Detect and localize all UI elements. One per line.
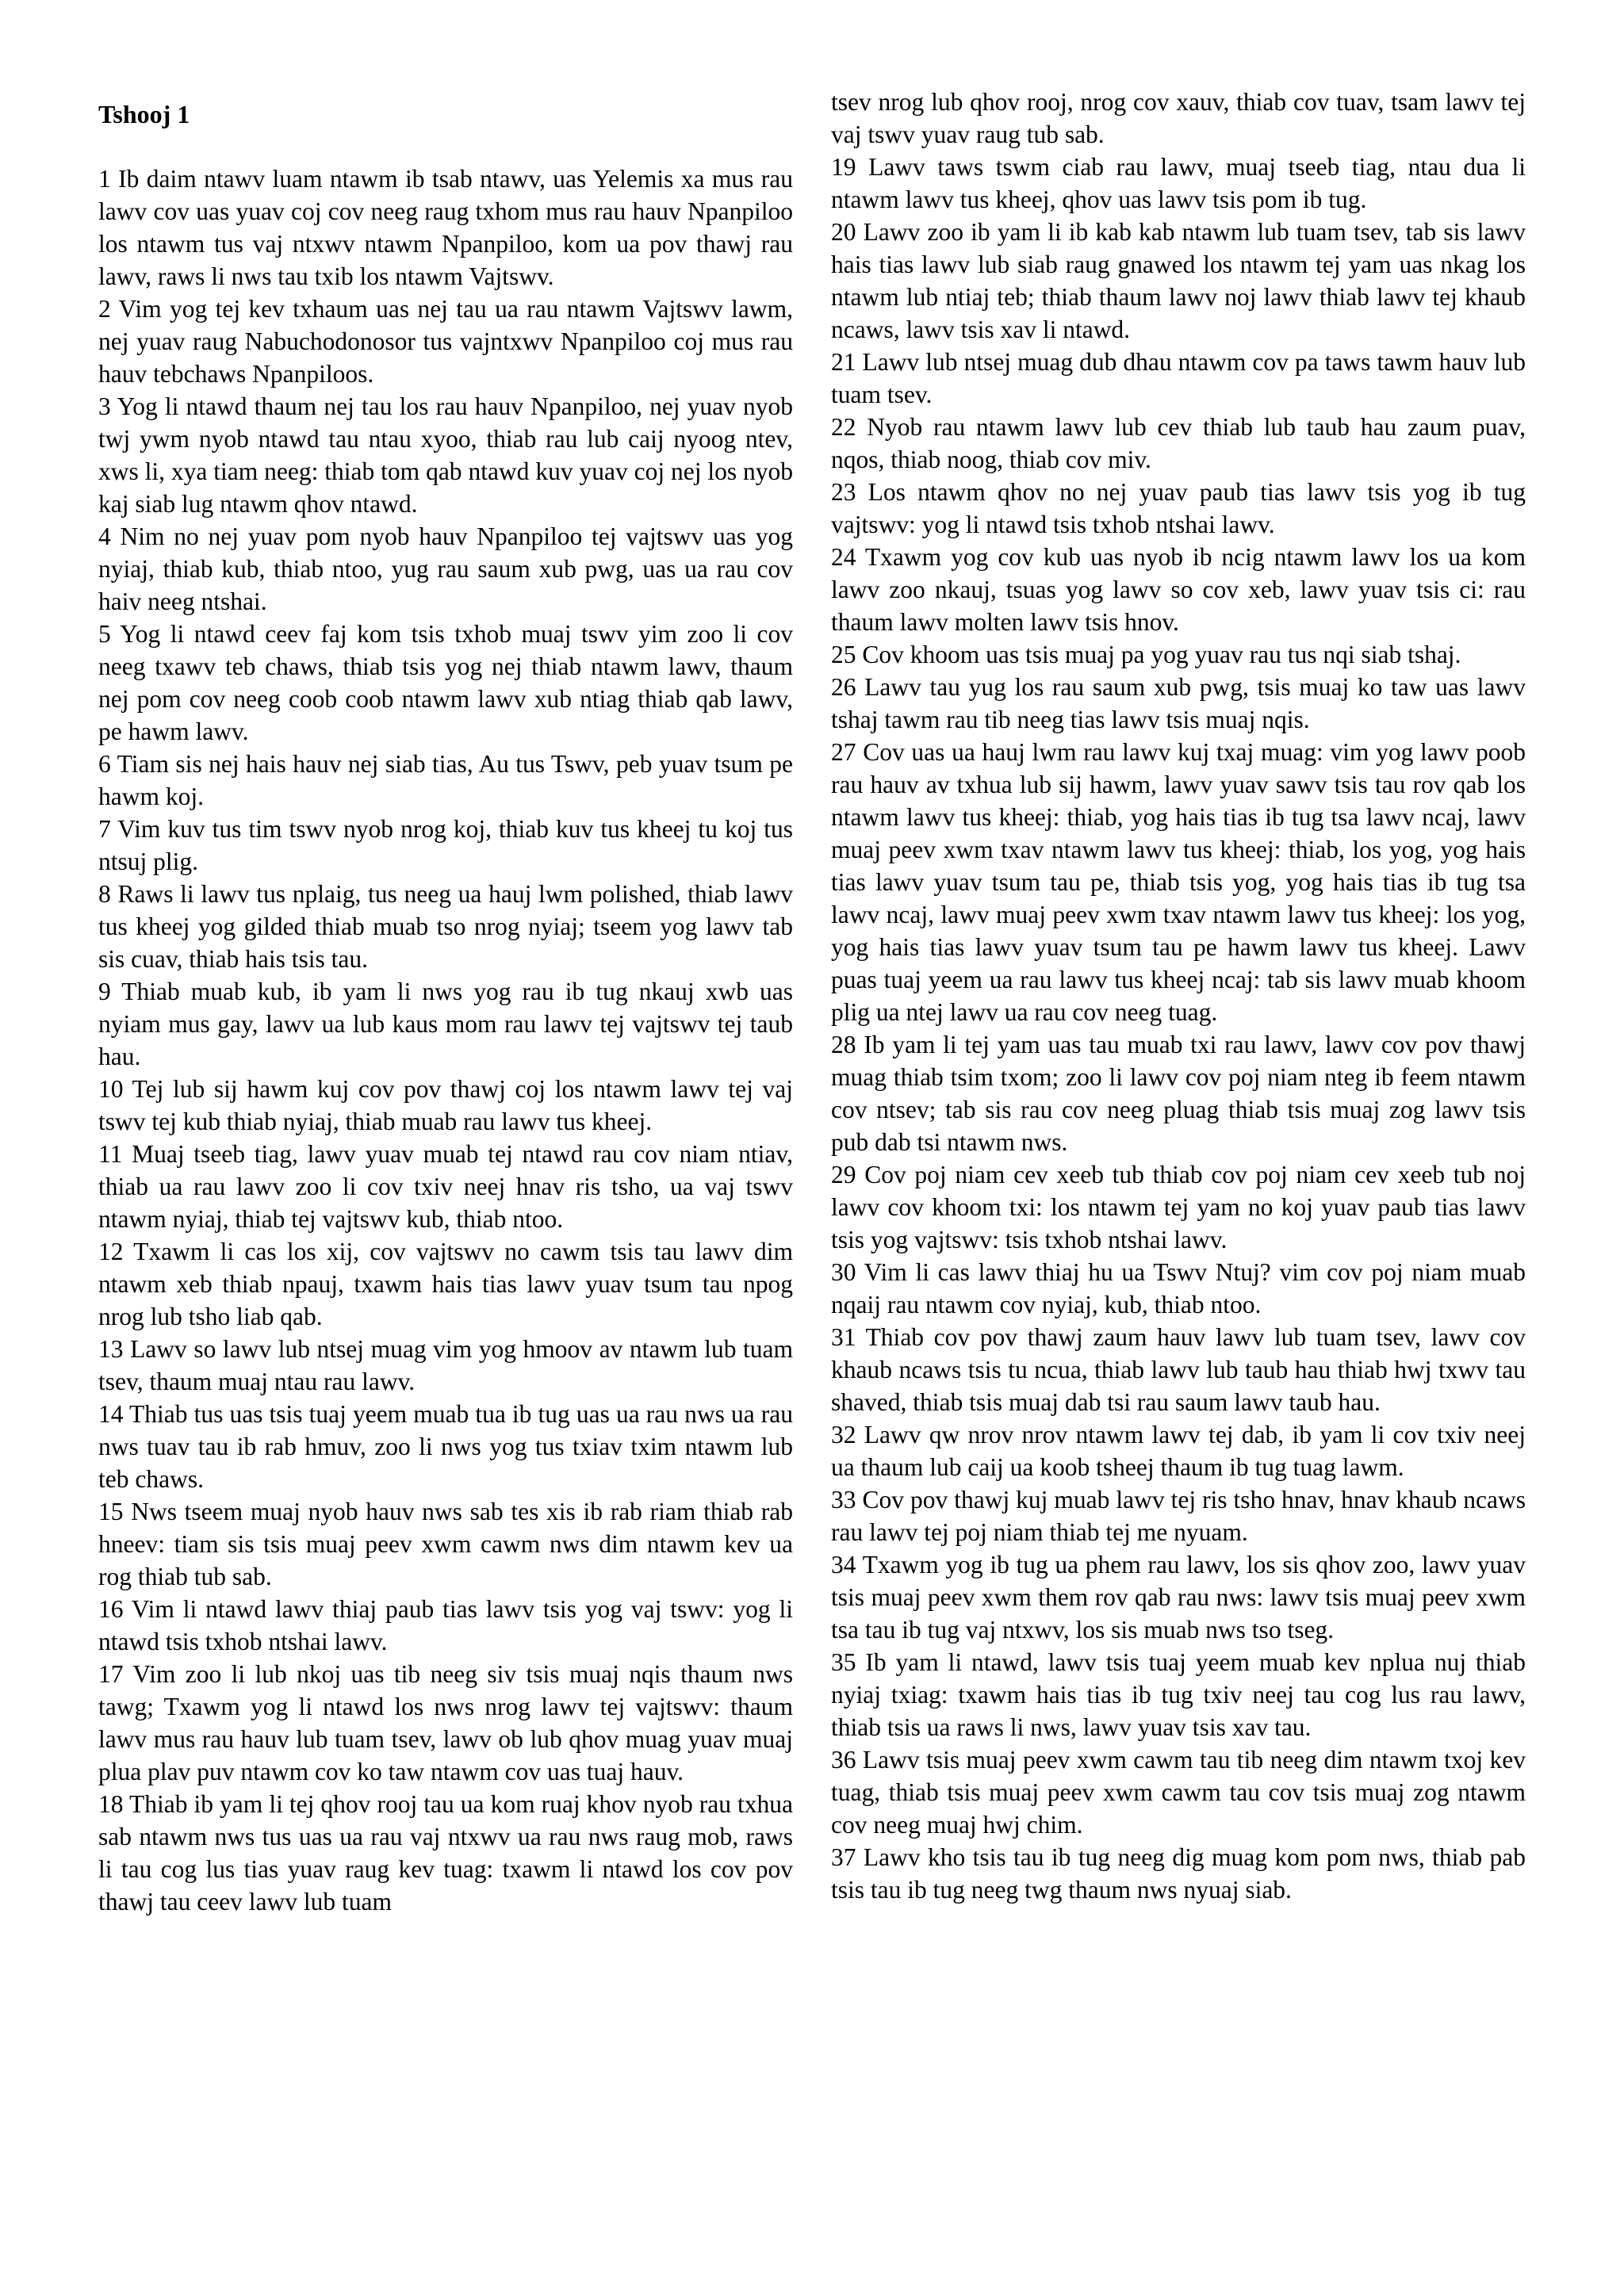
verse-7: 7 Vim kuv tus tim tswv nyob nrog koj, thiab kuv tus kheej tu koj tus ntsuj plig.: [98, 815, 793, 875]
verse-3: 3 Yog li ntawd thaum nej tau los rau hauv Npanpiloo, nej yuav nyob twj ywm nyob ntawd tau ntau xyoo, thiab rau lub caij nyoog ntev, xws li, xya tiam neeg: thiab tom qab ntawd kuv yuav coj nej los nyob kaj siab lug ntawm qhov ntawd.: [98, 392, 793, 518]
verse-30: 30 Vim li cas lawv thiaj hu ua Tswv Ntuj? vim cov poj niam muab nqaij rau ntawm cov nyiaj, kub, thiab ntoo.: [831, 1258, 1526, 1318]
verse-26: 26 Lawv tau yug los rau saum xub pwg, tsis muaj ko taw uas lawv tshaj tawm rau tib neeg tias lawv tsis muaj nqis.: [831, 673, 1526, 733]
document-page: [98, 86, 1526, 2242]
verse-29: 29 Cov poj niam cev xeeb tub thiab cov poj niam cev xeeb tub noj lawv cov khoom txi: los ntawm tej yam no koj yuav paub tias lawv tsis yog vajtswv: tsis txhob ntshai lawv.: [831, 1161, 1526, 1253]
right-column: [831, 86, 1526, 2242]
verse-34: 34 Txawm yog ib tug ua phem rau lawv, los sis qhov zoo, lawv yuav tsis muaj peev xwm them rov qab rau nws: lawv tsis muaj peev xwm tsa tau ib tug vaj ntxwv, los sis muab nws tso tseg.: [831, 1551, 1526, 1644]
verse-6: 6 Tiam sis nej hais hauv nej siab tias, Au tus Tswv, peb yuav tsum pe hawm koj.: [98, 750, 793, 810]
verse-8: 8 Raws li lawv tus nplaig, tus neeg ua hauj lwm polished, thiab lawv tus kheej yog gilded thiab muab tso nrog nyiaj; tseem yog lawv tab sis cuav, thiab hais tsis tau.: [98, 880, 793, 973]
verse-20: 20 Lawv zoo ib yam li ib kab kab ntawm lub tuam tsev, tab sis lawv hais tias lawv lub siab raug gnawed los ntawm tej yam uas nkag los ntawm lub ntiaj teb; thiab thaum lawv noj lawv thiab lawv tej khaub ncaws, lawv tsis xav li ntawd.: [831, 218, 1526, 343]
verse-32: 32 Lawv qw nrov nrov ntawm lawv tej dab, ib yam li cov txiv neej ua thaum lub caij ua koob tsheej thaum ib tug tuag lawm.: [831, 1421, 1526, 1481]
verse-23: 23 Los ntawm qhov no nej yuav paub tias lawv tsis yog ib tug vajtswv: yog li ntawd tsis txhob ntshai lawv.: [831, 478, 1526, 538]
verse-5: 5 Yog li ntawd ceev faj kom tsis txhob muaj tswv yim zoo li cov neeg txawv teb chaws, thiab tsis yog nej thiab ntawm lawv, thaum nej pom cov neeg coob coob ntawm lawv xub ntiag thiab qab lawv, pe hawm lawv.: [98, 620, 793, 745]
verse-9: 9 Thiab muab kub, ib yam li nws yog rau ib tug nkauj xwb uas nyiam mus gay, lawv ua lub kaus mom rau lawv tej vajtswv tej taub hau.: [98, 978, 793, 1070]
verse-18: 18 Thiab ib yam li tej qhov rooj tau ua kom ruaj khov nyob rau txhua sab ntawm nws tus uas ua rau vaj ntxwv ua rau nws raug mob, raws li tau cog lus tias yuav raug kev tuag: txawm li ntawd los cov pov thawj tau ceev lawv lub tuam: [98, 1790, 793, 1915]
verse-22: 22 Nyob rau ntawm lawv lub cev thiab lub taub hau zaum puav, nqos, thiab noog, thiab cov miv.: [831, 413, 1526, 473]
verse-11: 11 Muaj tseeb tiag, lawv yuav muab tej ntawd rau cov niam ntiav, thiab ua rau lawv zoo li cov txiv neej hnav ris tsho, ua vaj tswv ntawm nyiaj, thiab tej vajtswv kub, thiab ntoo.: [98, 1140, 793, 1233]
verse-19: 19 Lawv taws tswm ciab rau lawv, muaj tseeb tiag, ntau dua li ntawm lawv tus kheej, qhov uas lawv tsis pom ib tug.: [831, 153, 1526, 213]
verse-25: 25 Cov khoom uas tsis muaj pa yog yuav rau tus nqi siab tshaj.: [831, 641, 1461, 668]
verse-35: 35 Ib yam li ntawd, lawv tsis tuaj yeem muab kev nplua nuj thiab nyiaj txiag: txawm hais tias ib tug txiv neej tau cog lus rau lawv, thiab tsis ua raws li nws, lawv yuav tsis xav tau.: [831, 1648, 1526, 1741]
verse-28: 28 Ib yam li tej yam uas tau muab txi rau lawv, lawv cov pov thawj muag thiab tsim txom; zoo li lawv cov poj niam nteg ib feem ntawm cov ntsev; tab sis rau cov neeg pluag thiab tsis muaj zog lawv tsis pub dab tsi ntawm nws.: [831, 1031, 1526, 1156]
verse-14: 14 Thiab tus uas tsis tuaj yeem muab tua ib tug uas ua rau nws ua rau nws tuav tau ib rab hmuv, zoo li nws yog tus txiav txim ntawm lub teb chaws.: [98, 1400, 793, 1493]
verse-17: 17 Vim zoo li lub nkoj uas tib neeg siv tsis muaj nqis thaum nws tawg; Txawm yog li ntawd los nws nrog lawv tej vajtswv: thaum lawv mus rau hauv lub tuam tsev, lawv ob lub qhov muag yuav muaj plua plav puv ntawm cov ko taw ntawm cov uas tuaj hauv.: [98, 1660, 793, 1785]
verse-36: 36 Lawv tsis muaj peev xwm cawm tau tib neeg dim ntawm txoj kev tuag, thiab tsis muaj peev xwm cawm tau cov tsis muaj zog ntawm cov neeg muaj hwj chim.: [831, 1746, 1526, 1839]
verse-13: 13 Lawv so lawv lub ntsej muag vim yog hmoov av ntawm lub tuam tsev, thaum muaj ntau rau lawv.: [98, 1335, 793, 1395]
verse-27: 27 Cov uas ua hauj lwm rau lawv kuj txaj muag: vim yog lawv poob rau hauv av txhua lub sij hawm, lawv yuav sawv tsis tau rov qab los ntawm lawv tus kheej: thiab, yog hais tias ib tug tsa lawv ncaj, lawv muaj peev xwm txav ntawm lawv tus kheej: thiab, los yog, yog hais tias lawv yuav tsum tau pe, thiab tsis yog, yog hais tias ib tug tsa lawv ncaj, lawv muaj peev xwm txav ntawm lawv tus kheej: los yog, yog hais tias lawv yuav tsum tau pe hawm lawv tus kheej. Lawv puas tuaj yeem ua rau lawv tus kheej ncaj: tab sis lawv muab khoom plig ua ntej lawv ua rau cov neeg tuag.: [831, 738, 1526, 1026]
left-column: [98, 86, 793, 2242]
verse-33: 33 Cov pov thawj kuj muab lawv tej ris tsho hnav, hnav khaub ncaws rau lawv tej poj niam thiab tej me nyuam.: [831, 1486, 1526, 1546]
verse-15: 15 Nws tseem muaj nyob hauv nws sab tes xis ib rab riam thiab rab hneev: tiam sis tsis muaj peev xwm cawm nws dim ntawm kev ua rog thiab tub sab.: [98, 1498, 793, 1590]
verse-24: 24 Txawm yog cov kub uas nyob ib ncig ntawm lawv los ua kom lawv zoo nkauj, tsuas yog lawv so cov xeb, lawv yuav tsis ci: rau thaum lawv molten lawv tsis hnov.: [831, 543, 1526, 636]
chapter-title: Tshooj 1: [98, 100, 190, 128]
verse-16: 16 Vim li ntawd lawv thiaj paub tias lawv tsis yog vaj tswv: yog li ntawd tsis txhob ntshai lawv.: [98, 1595, 793, 1655]
verse-31: 31 Thiab cov pov thawj zaum hauv lawv lub tuam tsev, lawv cov khaub ncaws tsis tu ncua, thiab lawv lub taub hau thiab hwj txwv tau shaved, thiab tsis muaj dab tsi rau saum lawv taub hau.: [831, 1323, 1526, 1416]
verse-12: 12 Txawm li cas los xij, cov vajtswv no cawm tsis tau lawv dim ntawm xeb thiab npauj, txawm hais tias lawv yuav tsum tau npog nrog lub tsho liab qab.: [98, 1238, 793, 1330]
verse-37: 37 Lawv kho tsis tau ib tug neeg dig muag kom pom nws, thiab pab tsis tau ib tug neeg twg thaum nws nyuaj siab.: [831, 1843, 1526, 1904]
verse-4: 4 Nim no nej yuav pom nyob hauv Npanpiloo tej vajtswv uas yog nyiaj, thiab kub, thiab ntoo, yug rau saum xub pwg, uas ua rau cov haiv neeg ntshai.: [98, 522, 793, 615]
verse-2: 2 Vim yog tej kev txhaum uas nej tau ua rau ntawm Vajtswv lawm, nej yuav raug Nabuchodonosor tus vajntxwv Npanpiloo coj mus rau hauv tebchaws Npanpiloos.: [98, 295, 793, 388]
verse-21: 21 Lawv lub ntsej muag dub dhau ntawm cov pa taws tawm hauv lub tuam tsev.: [831, 348, 1526, 408]
verse-10: 10 Tej lub sij hawm kuj cov pov thawj coj los ntawm lawv tej vaj tswv tej kub thiab nyiaj, thiab muab rau lawv tus kheej.: [98, 1075, 793, 1135]
verse-1: 1 Ib daim ntawv luam ntawm ib tsab ntawv, uas Yelemis xa mus rau lawv cov uas yuav coj cov neeg raug txhom mus rau hauv Npanpiloo los ntawm tus vaj ntxwv ntawm Npanpiloo, kom ua pov thawj rau lawv, raws li nws tau txib los ntawm Vajtswv.: [98, 165, 793, 290]
verse-18-continued: tsev nrog lub qhov rooj, nrog cov xauv, thiab cov tuav, tsam lawv tej vaj tswv yuav raug tub sab.: [831, 88, 1526, 148]
